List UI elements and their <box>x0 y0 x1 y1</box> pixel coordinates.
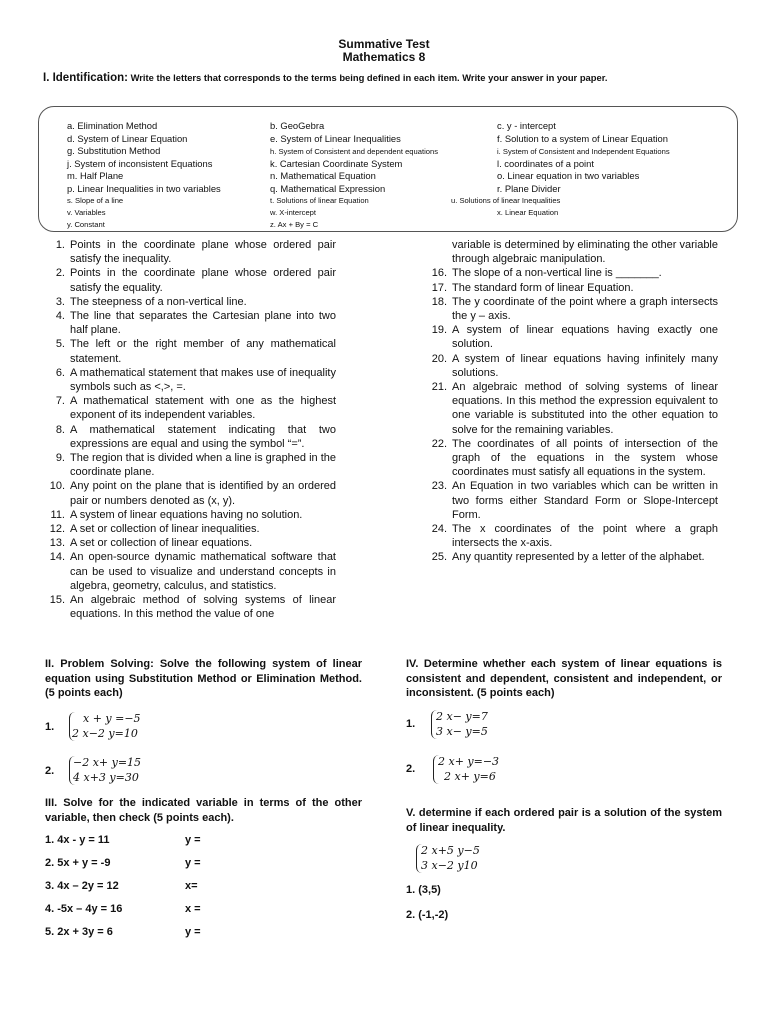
answer-prompt: y = <box>185 857 201 869</box>
question-number: 8. <box>55 423 65 436</box>
answer-prompt: x = <box>185 903 201 915</box>
term-r: r. Plane Divider <box>497 182 561 194</box>
equation: −2 x+ y=15 <box>73 756 142 769</box>
term-o: o. Linear equation in two variables <box>497 170 640 181</box>
term-s: s. Slope of a line <box>67 196 124 205</box>
question-number: 17. <box>431 281 447 294</box>
question-text: An algebraic method of solving systems of linear equations. In this method the expression equivalent to one variable is substituted into the other equation to solve for the remaining variables. <box>452 381 718 436</box>
section4-system-1 <box>406 710 606 740</box>
question-text: A system of linear equations having no solution. <box>70 508 303 521</box>
equation: 2 x−2 y=10 <box>72 727 138 740</box>
question-text: A set or collection of linear equations. <box>70 537 253 550</box>
term-y: y. Constant <box>67 220 105 229</box>
question-number: 15. <box>49 594 65 607</box>
term-z: z. Ax + By = C <box>270 220 319 229</box>
term-q: q. Mathematical Expression <box>270 182 386 194</box>
term-f: f. Solution to a system of Linear Equation <box>497 132 668 144</box>
question-number: 25. <box>431 551 447 564</box>
term-n: n. Mathematical Equation <box>270 170 376 181</box>
question-number: 12. <box>49 523 65 536</box>
equation: 5. 2x + 3y = 6 <box>45 926 113 938</box>
section5-header: V. determine if each ordered pair is a solution of the system of linear inequality. <box>406 807 722 834</box>
term-h: h. System of Consistent and dependent equations <box>270 147 439 156</box>
question-item <box>422 352 718 380</box>
question-item <box>422 380 718 437</box>
system-label: 2. <box>45 765 55 777</box>
question-text: The y coordinate of the point where a graph intersects the y – axis. <box>452 295 718 323</box>
question-item <box>40 423 336 451</box>
question-number: 3. <box>55 295 65 308</box>
ordered-pair: 2. (-1,-2) <box>406 909 449 921</box>
section3-line <box>45 926 201 938</box>
question-item <box>40 366 336 394</box>
question-number: 7. <box>55 395 65 408</box>
question-text: Any quantity represented by a letter of the alphabet. <box>452 551 705 564</box>
answer-prompt: y = <box>185 834 201 846</box>
question-item <box>422 522 718 550</box>
inequality: 3 x−2 y10 <box>421 859 478 872</box>
question-text: Points in the coordinate plane whose ordered pair satisfy the equality. <box>70 267 336 294</box>
question-text: Points in the coordinate plane whose ordered pair satisfy the inequality. <box>70 239 336 266</box>
question-number: 10. <box>49 480 65 493</box>
equation: 4 x+3 y=30 <box>73 771 139 784</box>
question-text: A mathematical statement that makes use of inequality symbols such as <,>, =. <box>70 366 336 394</box>
question-item <box>40 394 336 422</box>
question-number: 19. <box>431 324 447 337</box>
question-item <box>40 508 336 522</box>
equation: 2 x+ y=−3 <box>438 755 500 768</box>
question-number: 24. <box>431 523 447 536</box>
equation: x + y =−5 <box>83 712 141 725</box>
question-text: The left or the right member of any mathematical statement. <box>70 338 336 365</box>
question-item <box>40 238 336 266</box>
term-g: g. Substitution Method <box>67 145 161 156</box>
question-text: The region that is divided when a line is graphed in the coordinate plane. <box>70 452 337 479</box>
section4-header: IV. Determine whether each system of linear equations is consistent and dependent, consistent and independent, or inconsistent. (5 points each) <box>406 658 722 699</box>
equation: 2 x+ y=6 <box>444 770 496 783</box>
section3-header: III. Solve for the indicated variable in terms of the other variable, then check (5 points each). <box>45 797 362 824</box>
term-c: c. y - intercept <box>497 120 556 131</box>
question-item <box>40 266 336 294</box>
term-b: b. GeoGebra <box>270 120 325 131</box>
question-item <box>422 550 718 564</box>
term-choices-box <box>38 106 738 232</box>
section3-line <box>45 903 201 915</box>
system-label: 1. <box>45 721 55 733</box>
question-text: The coordinates of all points of intersection of the graph of the equations in the system whose coordinates must satisfy all equations in the system. <box>452 437 718 479</box>
question-number: 2. <box>55 267 65 280</box>
term-u: u. Solutions of linear Inequalities <box>451 196 561 205</box>
question-number: 16. <box>431 267 447 280</box>
question-number: 13. <box>49 537 65 550</box>
test-subject: Mathematics 8 <box>342 50 426 64</box>
term-e: e. System of Linear Inequalities <box>270 132 401 144</box>
items-right-column <box>422 238 718 565</box>
question-item <box>422 281 718 295</box>
question-item <box>422 437 718 480</box>
question-number: 20. <box>431 352 447 365</box>
question-item <box>422 479 718 522</box>
answer-prompt: y = <box>185 926 201 938</box>
question-text: A system of linear equations having exactly one solution. <box>452 324 718 351</box>
question-text: An open-source dynamic mathematical software that can be used to visualize and understand concepts in algebra, geometry, calculus, and statistics. <box>70 551 336 592</box>
question-text: The steepness of a non-vertical line. <box>70 295 247 308</box>
section1-label: I. Identification: <box>43 72 128 84</box>
question-text: The standard form of linear Equation. <box>452 281 634 294</box>
term-l: l. coordinates of a point <box>497 157 594 169</box>
question-text: The slope of a non-vertical line is _______. <box>452 267 662 280</box>
equation: 2. 5x + y = -9 <box>45 857 111 869</box>
term-x: x. Linear Equation <box>497 208 559 217</box>
question-text: A system of linear equations having infinitely many solutions. <box>452 352 718 379</box>
section2-header: II. Problem Solving: Solve the following system of linear equation using Substitution Method or Elimination Method. (5 points each) <box>45 658 362 699</box>
section5-system <box>406 844 606 874</box>
question-text: A mathematical statement indicating that two expressions are equal and using the symbol “=”. <box>70 423 336 450</box>
question-item <box>422 323 718 351</box>
section2-system-2 <box>45 756 245 786</box>
term-p: p. Linear Inequalities in two variables <box>67 182 221 194</box>
question-number: 23. <box>431 480 447 493</box>
section3-line <box>45 834 201 846</box>
question-item <box>422 295 718 323</box>
items-left-column <box>40 238 336 621</box>
question-item <box>40 295 336 309</box>
question-number: 5. <box>55 338 65 351</box>
question-item <box>40 536 336 550</box>
question-item <box>40 593 336 621</box>
question-number <box>422 238 452 266</box>
ordered-pair: 1. (3,5) <box>406 884 441 896</box>
term-k: k. Cartesian Coordinate System <box>270 157 403 169</box>
question-number: 4. <box>55 310 65 323</box>
term-d: d. System of Linear Equation <box>67 132 188 144</box>
question-number: 9. <box>55 452 65 465</box>
term-w: w. X-intercept <box>270 208 317 217</box>
system-label: 2. <box>406 763 416 775</box>
question-item <box>422 238 718 266</box>
term-j: j. System of inconsistent Equations <box>67 157 213 169</box>
term-m: m. Half Plane <box>67 170 124 181</box>
question-item <box>40 522 336 536</box>
section2-system-1 <box>45 712 245 742</box>
test-title: Summative Test <box>338 37 430 51</box>
equation: 3. 4x – 2y = 12 <box>45 880 119 892</box>
question-number: 18. <box>431 295 447 308</box>
question-item <box>422 266 718 280</box>
question-item <box>40 451 336 479</box>
term-v: v. Variables <box>67 208 106 217</box>
question-item <box>40 309 336 337</box>
section4-system-2 <box>406 755 606 785</box>
equation: 4. -5x – 4y = 16 <box>45 903 123 915</box>
term-t: t. Solutions of linear Equation <box>270 196 369 205</box>
question-number: 21. <box>431 381 447 394</box>
answer-prompt: x= <box>185 880 198 892</box>
system-label: 1. <box>406 718 416 730</box>
question-text: Any point on the plane that is identified by an ordered pair or numbers denoted as (x, y). <box>70 480 336 507</box>
term-a: a. Elimination Method <box>67 120 158 131</box>
question-text: The line that separates the Cartesian plane into two half plane. <box>70 310 336 337</box>
term-i: i. System of Consistent and Independent Equations <box>497 147 670 156</box>
question-text: An Equation in two variables which can be written in two forms either Standard Form or Slope-Intercept Form. <box>452 480 718 521</box>
equation: 3 x− y=5 <box>436 725 488 738</box>
section3-line <box>45 880 198 892</box>
question-text: An algebraic method of solving systems of linear equations. In this method the value of one <box>70 594 336 621</box>
inequality: 2 x+5 y−5 <box>421 844 480 857</box>
question-text: The x coordinates of the point where a graph intersects the x-axis. <box>452 523 718 550</box>
question-text: variable is determined by eliminating the other variable through algebraic manipulation. <box>452 239 718 266</box>
question-item <box>40 550 336 593</box>
question-number: 22. <box>431 437 447 450</box>
section1-instructions: Write the letters that corresponds to the terms being defined in each item. Write your answer in your paper. <box>130 72 608 83</box>
question-text: A mathematical statement with one as the highest exponent of its independent variables. <box>70 395 336 422</box>
question-item <box>40 337 336 365</box>
question-number: 11. <box>50 508 65 521</box>
question-item <box>40 479 336 507</box>
equation: 1. 4x - y = 11 <box>45 834 110 846</box>
section1-heading <box>43 71 727 85</box>
section3-line <box>45 857 201 869</box>
question-number: 1. <box>55 239 65 251</box>
question-number: 14. <box>49 551 65 564</box>
question-number: 6. <box>55 366 65 379</box>
question-text: A set or collection of linear inequalities. <box>70 523 260 536</box>
equation: 2 x− y=7 <box>436 710 488 723</box>
